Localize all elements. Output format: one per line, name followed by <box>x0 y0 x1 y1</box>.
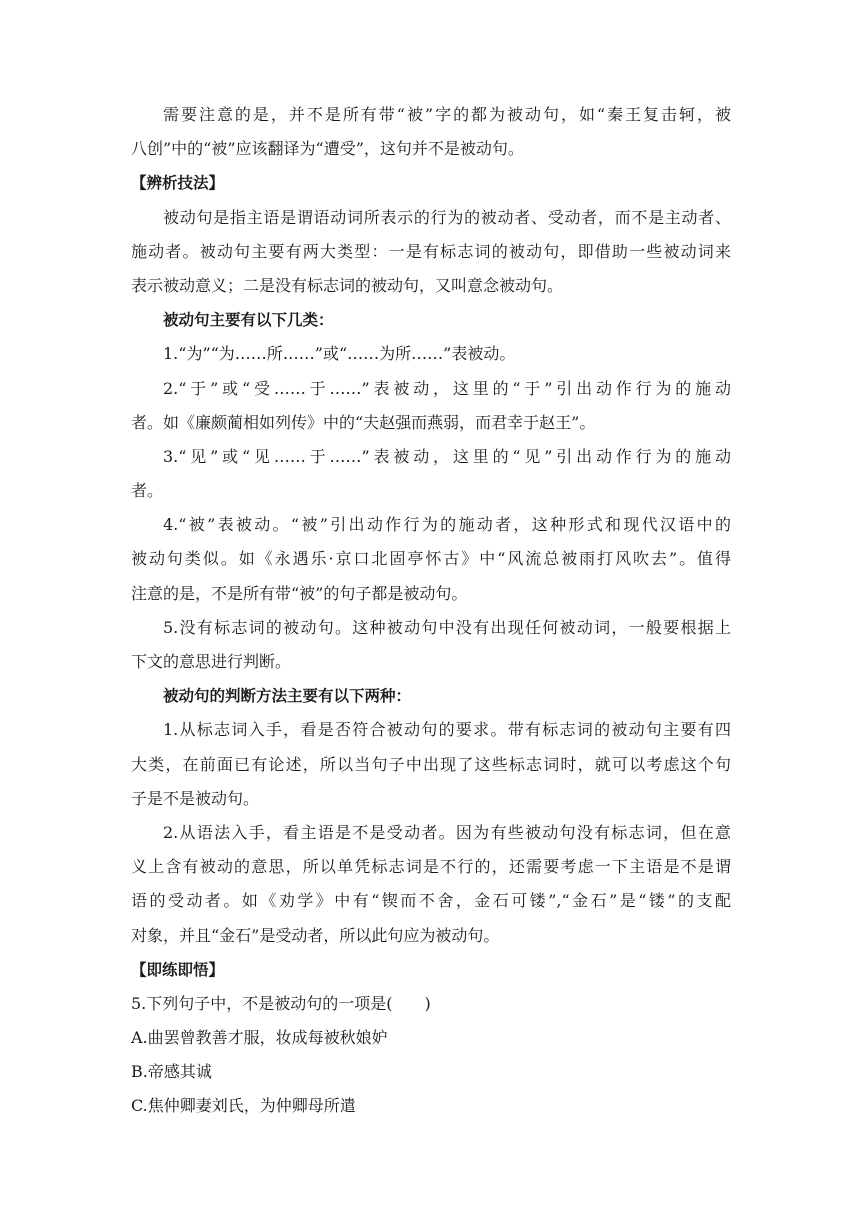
option-c: C.焦仲卿妻刘氏，为仲卿母所遣 <box>131 1096 356 1116</box>
list-item: 5.没有标志词的被动句。这种被动句中没有出现任何被动词，一般要根据上 <box>163 617 731 637</box>
section-heading-practice: 【即练即悟】 <box>131 960 225 979</box>
list-item: 3.“见”或“见……于……”表被动，这里的“见”引出动作行为的施动 <box>163 446 731 466</box>
list-item-continuation: 者。如《廉颇蔺相如列传》中的“夫赵强而燕弱，而君幸于赵王”。 <box>131 412 596 432</box>
document-page <box>131 98 731 1124</box>
question-stem: 5.下列句子中，不是被动句的一项是( ) <box>131 993 431 1013</box>
list-item: 1.“为”“为……所……”或“……为所……”表被动。 <box>163 344 516 364</box>
list-item-continuation: 下文的意思进行判断。 <box>131 652 292 671</box>
option-b: B.帝感其诚 <box>131 1062 212 1082</box>
list-item-continuation: 子是不是被动句。 <box>131 788 260 808</box>
paragraph-line: 八创”中的“被”应该翻译为“遭受”，这句并不是被动句。 <box>131 139 524 159</box>
list-item-continuation: 语的受动者。如《劝学》中有“锲而不舍，金石可镂”,“金石”是“镂”的支配 <box>131 891 731 911</box>
option-a: A.曲罢曾教善才服，妆成每被秋娘妒 <box>131 1028 388 1048</box>
list-item-continuation: 对象，并且“金石”是受动者，所以此句应为被动句。 <box>131 925 500 945</box>
subheading-methods: 被动句的判断方法主要有以下两种： <box>163 687 412 706</box>
list-item-continuation: 大类，在前面已有论述，所以当句子中出现了这些标志词时，就可以考虑这个句 <box>131 754 731 774</box>
list-item: 1.从标志词入手，看是否符合被动句的要求。带有标志词的被动句主要有四 <box>163 720 731 740</box>
paragraph-line: 需要注意的是，并不是所有带“被”字的都为被动句，如“秦王复击轲，被 <box>163 105 731 124</box>
list-item-continuation: 者。 <box>131 481 164 501</box>
list-item: 2.从语法入手，看主语是不是受动者。因为有些被动句没有标志词，但在意 <box>163 822 731 842</box>
list-item: 2.“于”或“受……于……”表被动，这里的“于”引出动作行为的施动 <box>163 378 731 398</box>
paragraph-line: 表示被动意义；二是没有标志词的被动句，又叫意念被动句。 <box>131 275 564 295</box>
list-item-continuation: 义上含有被动的意思，所以单凭标志词是不行的，还需要考虑一下主语是不是谓 <box>131 857 731 877</box>
paragraph-line: 被动句是指主语是谓语动词所表示的行为的被动者、受动者，而不是主动者、 <box>163 207 731 227</box>
list-item: 4.“被”表被动。“被”引出动作行为的施动者，这种形式和现代汉语中的 <box>163 515 731 535</box>
list-item-continuation: 被动句类似。如《永遇乐·京口北固亭怀古》中“风流总被雨打风吹去”。值得 <box>131 549 731 569</box>
subheading-types: 被动句主要有以下几类： <box>163 311 334 330</box>
section-heading-analysis: 【辨析技法】 <box>131 174 225 193</box>
list-item-continuation: 注意的是，不是所有带“被”的句子都是被动句。 <box>131 583 468 603</box>
paragraph-line: 施动者。被动句主要有两大类型：一是有标志词的被动句，即借助一些被动词来 <box>131 241 731 261</box>
